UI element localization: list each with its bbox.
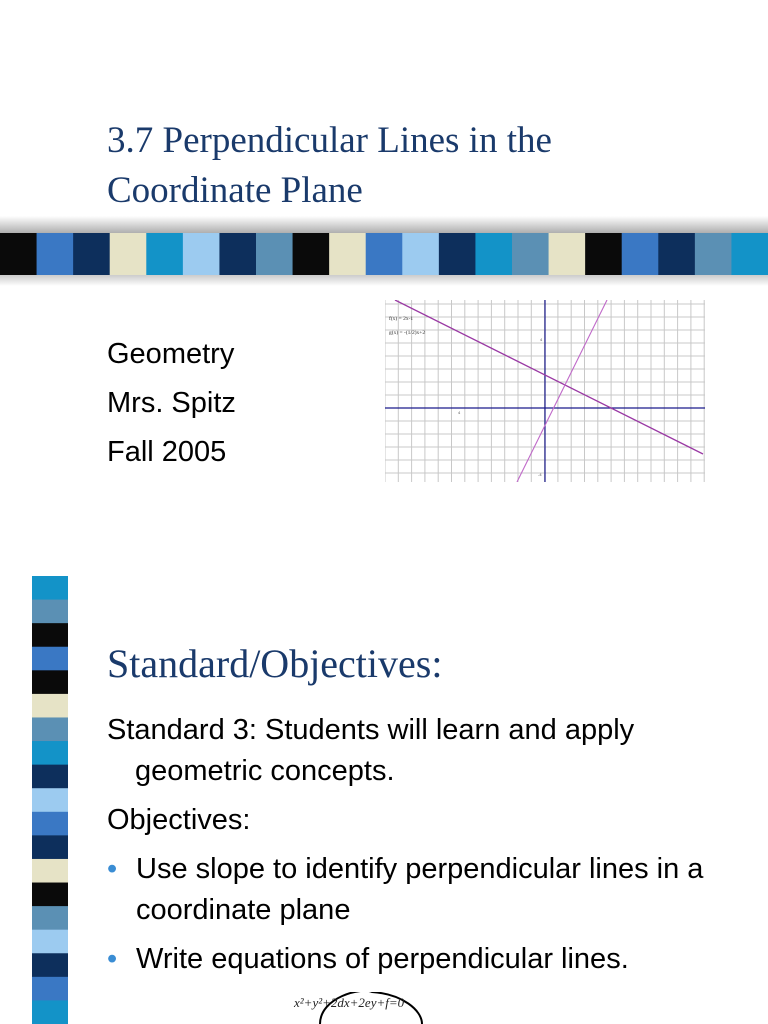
band-block <box>183 233 220 275</box>
band-block <box>549 233 586 275</box>
band-block <box>293 233 330 275</box>
presentation-info <box>107 330 236 477</box>
band-block <box>329 233 366 275</box>
band-block <box>475 233 512 275</box>
bullet-icon: • <box>107 943 118 975</box>
legend-f: f(x) = 2x-1 <box>389 316 414 322</box>
band-block <box>402 233 439 275</box>
strip-block <box>32 977 68 1001</box>
tick-label: 4 <box>458 410 461 415</box>
bullet-item <box>107 939 757 980</box>
band-block <box>622 233 659 275</box>
band-block <box>73 233 110 275</box>
strip-block <box>32 623 68 647</box>
band-block <box>37 233 74 275</box>
legend-g: g(x) = -(1/2)x+2 <box>389 330 426 336</box>
title-line-1: 3.7 Perpendicular Lines in the <box>107 120 552 161</box>
strip-block <box>32 694 68 718</box>
band-block <box>695 233 732 275</box>
strip-block <box>32 953 68 977</box>
bullet-text: Write equations of perpendicular lines. <box>136 943 629 975</box>
decorative-color-band <box>0 216 768 286</box>
strip-block <box>32 835 68 859</box>
band-block <box>731 233 768 275</box>
strip-block <box>32 1000 68 1024</box>
strip-block <box>32 859 68 883</box>
band-block <box>146 233 183 275</box>
strip-block <box>32 883 68 907</box>
strip-block <box>32 717 68 741</box>
objectives-title: Standard/Objectives: <box>107 641 443 686</box>
strip-block <box>32 741 68 765</box>
title-line-2: Coordinate Plane <box>107 170 363 211</box>
circle-equation: x²+y²+2dx+2ey+f=0 <box>294 995 405 1010</box>
band-block <box>439 233 476 275</box>
band-block <box>0 233 37 275</box>
course-name: Geometry <box>107 338 235 370</box>
strip-block <box>32 812 68 836</box>
strip-block <box>32 576 68 600</box>
standard-text: Standard 3: Students will learn and apply geometric concepts. <box>107 714 635 787</box>
term: Fall 2005 <box>107 436 227 468</box>
bullet-icon: • <box>107 853 118 885</box>
decorative-vertical-strip <box>25 576 75 1024</box>
objectives-body <box>107 710 757 988</box>
tick-label: -4 <box>538 472 542 477</box>
band-block <box>219 233 256 275</box>
band-block <box>512 233 549 275</box>
band-block <box>256 233 293 275</box>
band-block <box>658 233 695 275</box>
bullet-item <box>107 849 757 931</box>
strip-block <box>32 647 68 671</box>
strip-block <box>32 930 68 954</box>
strip-block <box>32 670 68 694</box>
strip-block <box>32 906 68 930</box>
coordinate-graph <box>385 300 705 482</box>
band-block <box>366 233 403 275</box>
slide-title <box>107 116 707 216</box>
band-block <box>110 233 147 275</box>
strip-block <box>32 765 68 789</box>
teacher-name: Mrs. Spitz <box>107 387 236 419</box>
band-block <box>585 233 622 275</box>
tick-label: 4 <box>540 337 543 342</box>
strip-block <box>32 788 68 812</box>
bullet-text: Use slope to identify perpendicular lines in a coordinate plane <box>136 853 704 926</box>
strip-block <box>32 600 68 624</box>
objectives-label: Objectives: <box>107 804 251 836</box>
